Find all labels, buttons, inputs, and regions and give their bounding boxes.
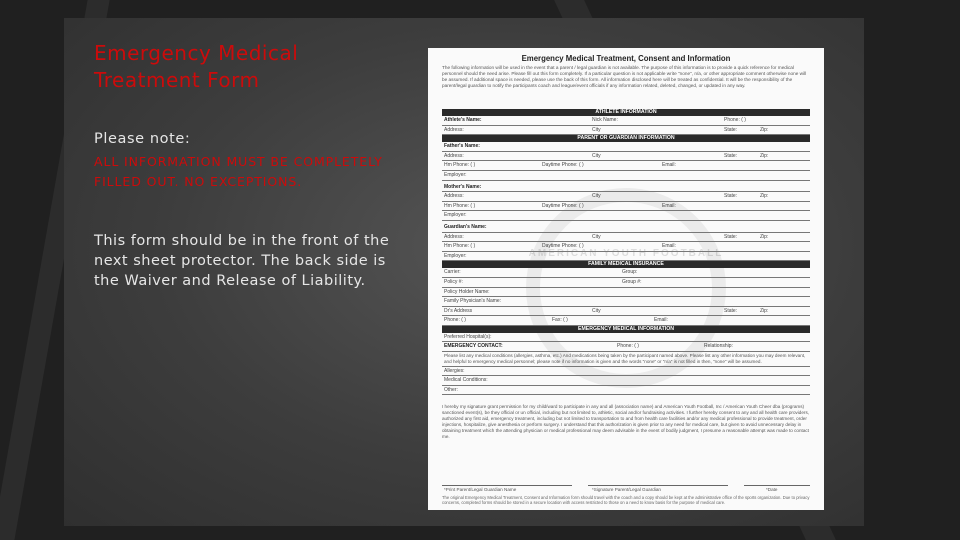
field-label: Employer: bbox=[444, 171, 467, 178]
signature-line bbox=[588, 485, 728, 486]
form-row bbox=[442, 116, 810, 126]
field-label: Zip: bbox=[760, 152, 769, 159]
field-label: Mother's Name: bbox=[444, 183, 482, 190]
slide-title-line: Treatment Form bbox=[94, 68, 260, 92]
field-label: Carrier: bbox=[444, 269, 461, 276]
form-row bbox=[442, 268, 810, 278]
form-row bbox=[442, 242, 810, 252]
form-row bbox=[442, 211, 810, 221]
section-band: FAMILY MEDICAL INSURANCE bbox=[442, 261, 810, 268]
conditions-note: Please list any medical conditions (allergies, asthma, etc.) And medications being taken by the participant named above. Please list any other information you may deem relevant, and helpful to emergency medical personnel; please note if no information is given and the words "none" or "n/a" is not filled in then, "none" will be assumed. bbox=[442, 352, 810, 367]
form-footer: The original Emergency Medical Treatment, Consent and Information form should travel with the coach and a copy should be kept at the administrative office of the sports organization. Due to privacy concerns, completed forms should be stored in a secure location with access restricted to those on a need to know basis for the purpose of medical care. bbox=[442, 495, 810, 505]
field-label: State: bbox=[724, 233, 738, 240]
field-label: Zip: bbox=[760, 193, 769, 200]
field-label: Email: bbox=[662, 202, 676, 209]
field-label: EMERGENCY CONTACT: bbox=[444, 343, 503, 350]
form-row bbox=[442, 223, 810, 233]
field-label: Zip: bbox=[760, 126, 769, 133]
form-row bbox=[442, 278, 810, 288]
print-name-label: *Print Parent/Legal Guardian Name bbox=[444, 487, 517, 492]
field-label: Address: bbox=[444, 193, 464, 200]
field-label: Daytime Phone: ( ) bbox=[542, 162, 584, 169]
warning-text: ALL INFORMATION MUST BE COMPLETELY FILLED OUT. NO EXCEPTIONS. bbox=[94, 154, 383, 189]
form-row bbox=[442, 202, 810, 212]
form-row bbox=[442, 316, 810, 326]
form-row bbox=[442, 142, 810, 152]
field-label: State: bbox=[724, 126, 738, 133]
form-row bbox=[442, 161, 810, 171]
field-label: Group #: bbox=[622, 278, 642, 285]
signature-label: *Signature Parent/Legal Guardian bbox=[592, 487, 661, 492]
field-label: Address: bbox=[444, 126, 464, 133]
date-label: *Date bbox=[766, 487, 778, 492]
field-label: Athlete's Name: bbox=[444, 117, 482, 123]
signature-line bbox=[744, 485, 810, 486]
form-image bbox=[428, 48, 824, 510]
form-row bbox=[442, 233, 810, 243]
section-band: ATHLETE INFORMATION bbox=[442, 109, 810, 116]
form-sections bbox=[442, 109, 810, 395]
field-label: Family Physician's Name: bbox=[444, 298, 502, 305]
field-label: State: bbox=[724, 307, 738, 314]
field-label: Other: bbox=[444, 386, 458, 393]
field-label: Dr's Address bbox=[444, 307, 473, 314]
field-label: Zip: bbox=[760, 233, 769, 240]
field-label: Daytime Phone: ( ) bbox=[542, 243, 584, 250]
field-label: Employer: bbox=[444, 212, 467, 219]
field-label: Nick Name: bbox=[592, 117, 618, 123]
field-label: Phone: ( ) bbox=[444, 317, 466, 324]
form-row bbox=[442, 192, 810, 202]
field-label: Hm Phone: ( ) bbox=[444, 243, 476, 250]
field-label: Address: bbox=[444, 152, 464, 159]
form-row bbox=[442, 367, 810, 377]
field-label: City bbox=[592, 307, 601, 314]
field-label: City bbox=[592, 193, 601, 200]
field-label: Preferred Hospital(s): bbox=[444, 333, 492, 340]
slide bbox=[64, 18, 864, 526]
form-row bbox=[442, 297, 810, 307]
form-row bbox=[442, 252, 810, 262]
authorization-text: I hereby my signature grant permission for my child/ward to participate in any and all (association name) and American Youth Football, Inc / American Youth Cheer dba (programs) sanctioned event(s), be they official or un official, including but not limited to, athletic, social and/or fundraising activities. I further hereby consent to any and all health care providers, authorized any first aid, emergency treatment, including but not limited to transportation to and from health care facilities and/or any medical professional to provide treatment, order injections, hospitalize, give anesthesia or perform surgery. I understand that this authorization is given prior to any need for medical care, but given to avoid unnecessary delay in obtaining treatment which the attending physician or medical professional may deem advisable in the event of bodily judgment, I presume a reasonable attempt was made to contact me. bbox=[442, 404, 810, 439]
field-label: Phone: ( ) bbox=[724, 117, 746, 123]
field-label: Hm Phone: ( ) bbox=[444, 202, 476, 209]
field-label: Policy #: bbox=[444, 278, 463, 285]
field-label: Father's Name: bbox=[444, 143, 480, 150]
field-label: Phone: ( ) bbox=[617, 343, 639, 350]
field-label: Policy Holder Name: bbox=[444, 288, 490, 295]
form-row bbox=[442, 171, 810, 181]
field-label: State: bbox=[724, 152, 738, 159]
form-row bbox=[442, 152, 810, 162]
field-label: State: bbox=[724, 193, 738, 200]
field-label: Employer: bbox=[444, 252, 467, 259]
slide-title bbox=[94, 40, 394, 94]
field-label: Zip: bbox=[760, 307, 769, 314]
form-row bbox=[442, 183, 810, 193]
form-row bbox=[442, 307, 810, 317]
form-row bbox=[442, 342, 810, 352]
field-label: City bbox=[592, 233, 601, 240]
field-label: City bbox=[592, 126, 601, 133]
field-label: Daytime Phone: ( ) bbox=[542, 202, 584, 209]
form-row bbox=[442, 288, 810, 298]
field-label: Email: bbox=[662, 243, 676, 250]
field-label: Group: bbox=[622, 269, 638, 276]
field-label: Relationship: bbox=[704, 343, 733, 350]
section-band: EMERGENCY MEDICAL INFORMATION bbox=[442, 326, 810, 333]
form-row bbox=[442, 386, 810, 396]
form-title: Emergency Medical Treatment, Consent and Information bbox=[521, 54, 731, 63]
slide-title-line: Emergency Medical bbox=[94, 41, 299, 65]
field-label: Allergies: bbox=[444, 367, 465, 374]
body-text: This form should be in the front of the next sheet protector. The back side is the Waiver and Release of Liability. bbox=[94, 233, 390, 289]
field-label: Fax: ( ) bbox=[552, 317, 568, 324]
field-label: Address: bbox=[444, 233, 464, 240]
field-label: Email: bbox=[654, 317, 668, 324]
field-label: Email: bbox=[662, 162, 676, 169]
section-band: PARENT OR GUARDIAN INFORMATION bbox=[442, 135, 810, 142]
form-row bbox=[442, 376, 810, 386]
form-intro: The following information will be used in the event that a parent / legal guardian is not available. The purpose of this information is to provide a quick reference for medical personnel should the need arise. Please fill out this form completely. If a particular question is not applicable write "none", n/a, or other appropriate comment otherwise none will be assumed. If additional space is needed, please use the back of this form. All information disclosed here will be treated as confidential. It will be the responsibility of the parent/legal guardian to notify the participants coach and league/event officials if any information related, deleted, changed, or updated in any way. bbox=[442, 65, 807, 88]
note-heading: Please note: bbox=[94, 131, 191, 147]
signature-line bbox=[442, 485, 572, 486]
field-label: Guardian's Name: bbox=[444, 223, 487, 230]
field-label: Hm Phone: ( ) bbox=[444, 162, 476, 169]
form-row bbox=[442, 126, 810, 136]
form-row bbox=[442, 333, 810, 343]
field-label: Medical Conditions: bbox=[444, 377, 488, 384]
watermark-text: AMERICAN YOUTH FOOTBALL bbox=[528, 248, 724, 259]
field-label: City bbox=[592, 152, 601, 159]
